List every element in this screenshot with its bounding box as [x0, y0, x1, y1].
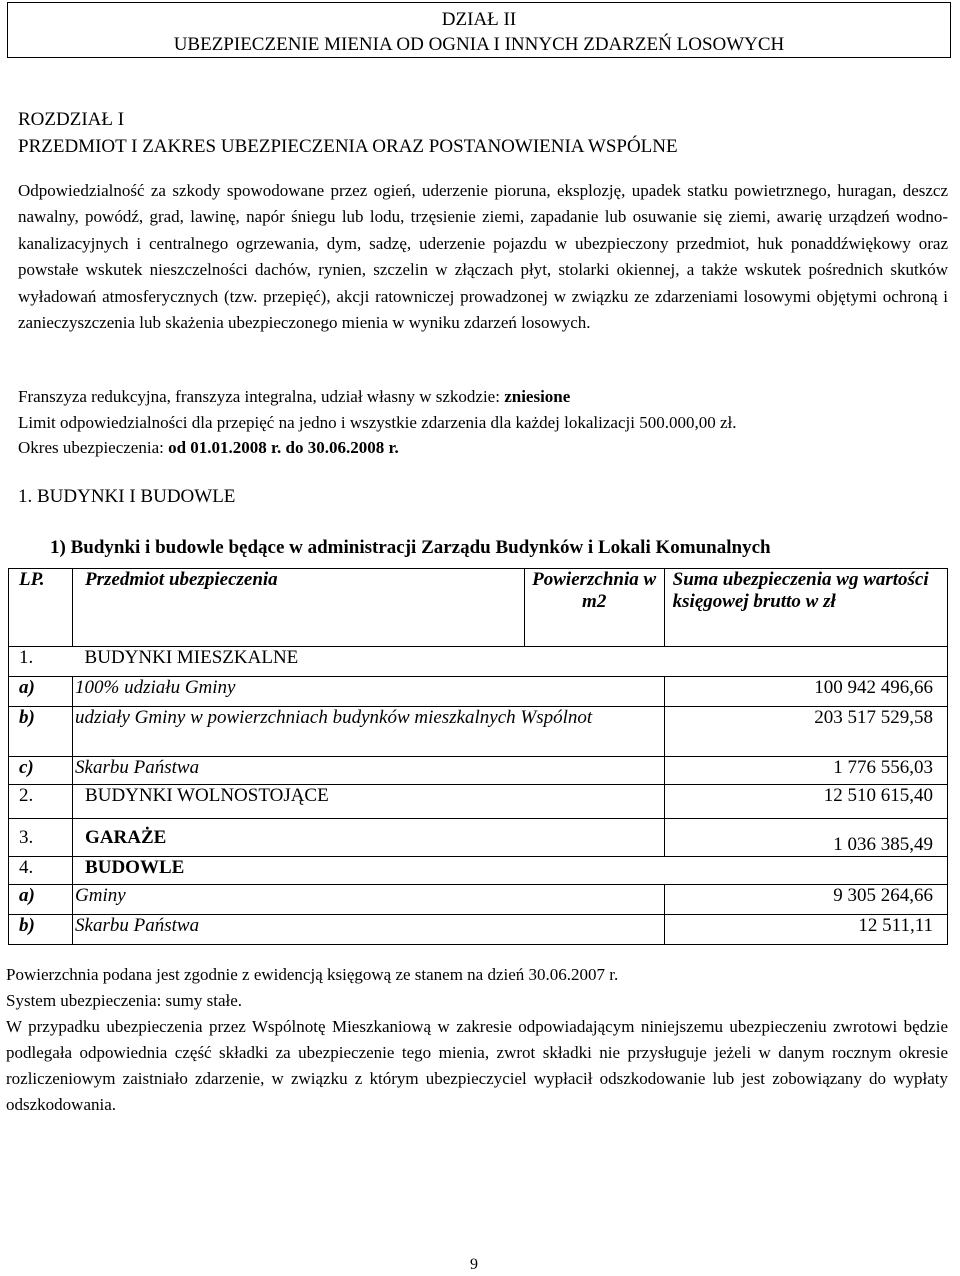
page-number: 9	[470, 1256, 478, 1273]
row-lp: a)	[9, 677, 73, 707]
row-lp: 3.	[9, 819, 73, 857]
section-title-box	[7, 2, 951, 58]
intro-paragraph-block	[18, 178, 948, 336]
footer-notes	[6, 962, 948, 1118]
section-label: DZIAŁ II	[441, 9, 517, 30]
row-subject: 100% udziału Gminy	[73, 677, 665, 707]
chapter-heading	[18, 106, 678, 160]
table-row	[9, 677, 948, 707]
row-lp: a)	[9, 885, 73, 915]
period-value: od 01.01.2008 r. do 30.06.2008 r.	[168, 438, 399, 457]
table-row	[9, 647, 948, 677]
period-label: Okres ubezpieczenia:	[18, 438, 169, 457]
row-lp: 2.	[9, 785, 73, 819]
limit-line: Limit odpowiedzialności dla przepięć na jedno i wszystkie zdarzenia dla każdej lokalizacji 500.000,00 zł.	[18, 413, 737, 432]
table-row	[9, 707, 948, 757]
row-sum: 12 510 615,40	[664, 785, 947, 819]
row-subject: udziały Gminy w powierzchniach budynków mieszkalnych Wspólnot	[73, 707, 665, 757]
row-subject: BUDYNKI WOLNOSTOJĄCE	[73, 785, 665, 819]
header-lp: LP.	[9, 569, 73, 647]
row-sum: 100 942 496,66	[664, 677, 947, 707]
header-sum: Suma ubezpieczenia wg wartości księgowej brutto w zł	[664, 569, 947, 647]
header-area: Powierzchnia w m2	[524, 569, 664, 647]
franchise-label: Franszyza redukcyjna, franszyza integralna, udział własny w szkodzie:	[18, 387, 505, 406]
subsection-heading: 1) Budynki i budowle będące w administracji Zarządu Budynków i Lokali Komunalnych	[50, 537, 771, 558]
table-row	[9, 857, 948, 885]
row-sum: 1 036 385,49	[664, 819, 947, 857]
chapter-number: ROZDZIAŁ I	[18, 109, 125, 130]
table-row	[9, 885, 948, 915]
table-row	[9, 915, 948, 945]
period-line	[18, 436, 399, 460]
row-sum: 1 776 556,03	[664, 757, 947, 785]
row-subject: BUDYNKI MIESZKALNE	[73, 647, 948, 677]
intro-paragraph: Odpowiedzialność za szkody spowodowane przez ogień, uderzenie pioruna, eksplozję, upadek statku powietrznego, huragan, deszcz nawalny, powódź, grad, lawinę, napór śniegu lub lodu, trzęsienie ziemi, zapadanie lub osuwanie się ziemi, awarię urządzeń wodno-kanalizacyjnych i centralnego ogrzewania, dym, sadzę, uderzenie pojazdu w ubezpieczony przedmiot, huk ponaddźwiękowy oraz powstałe wskutek nieszczelności dachów, rynien, szczelin w złączach płyt, stolarki okiennej, a także wskutek pośrednich skutków wyładowań atmosferycznych (tzw. przepięć), akcji ratowniczej prowadzonej w związku ze zdarzeniami losowymi objętymi ochroną i zanieczyszczenia lub skażenia ubezpieczonego mienia w wyniku zdarzeń losowych.	[18, 181, 948, 333]
row-lp: c)	[9, 757, 73, 785]
row-subject: BUDOWLE	[73, 857, 948, 885]
section-heading: 1. BUDYNKI I BUDOWLE	[18, 486, 236, 507]
row-lp: 4.	[9, 857, 73, 885]
insurance-table	[8, 568, 948, 945]
footer-line-3: W przypadku ubezpieczenia przez Wspólnotę Mieszkaniową w zakresie odpowiadającym niniejszemu ubezpieczeniu zwrotowi będzie podlegała odpowiednia część składki za ubezpieczenie tego mienia, zwrot składki nie przysługuje jeżeli w danym rocznym okresie rozliczeniowym zaistniało zdarzenie, w związku z którym ubezpieczyciel wypłacił odszkodowanie lub jest zobowiązany do wypłaty odszkodowania.	[6, 1017, 948, 1114]
row-lp: b)	[9, 707, 73, 757]
header-subject: Przedmiot ubezpieczenia	[73, 569, 525, 647]
footer-line-2: System ubezpieczenia: sumy stałe.	[6, 991, 243, 1010]
row-subject: Gminy	[73, 885, 665, 915]
chapter-title: PRZEDMIOT I ZAKRES UBEZPIECZENIA ORAZ POSTANOWIENIA WSPÓLNE	[18, 136, 678, 157]
franchise-line	[18, 385, 570, 409]
section-title: UBEZPIECZENIE MIENIA OD OGNIA I INNYCH ZDARZEŃ LOSOWYCH	[173, 34, 785, 55]
table-row	[9, 757, 948, 785]
franchise-value: zniesione	[504, 387, 571, 406]
table-row	[9, 785, 948, 819]
row-sum: 9 305 264,66	[664, 885, 947, 915]
row-lp: 1.	[9, 647, 73, 677]
row-lp: b)	[9, 915, 73, 945]
row-sum: 12 511,11	[664, 915, 947, 945]
table-header-row	[9, 569, 948, 647]
footer-line-1: Powierzchnia podana jest zgodnie z ewidencją księgową ze stanem na dzień 30.06.2007 r.	[6, 965, 619, 984]
row-subject: GARAŻE	[73, 819, 665, 857]
table-row	[9, 819, 948, 857]
row-subject: Skarbu Państwa	[73, 915, 665, 945]
row-sum: 203 517 529,58	[664, 707, 947, 757]
row-subject: Skarbu Państwa	[73, 757, 665, 785]
